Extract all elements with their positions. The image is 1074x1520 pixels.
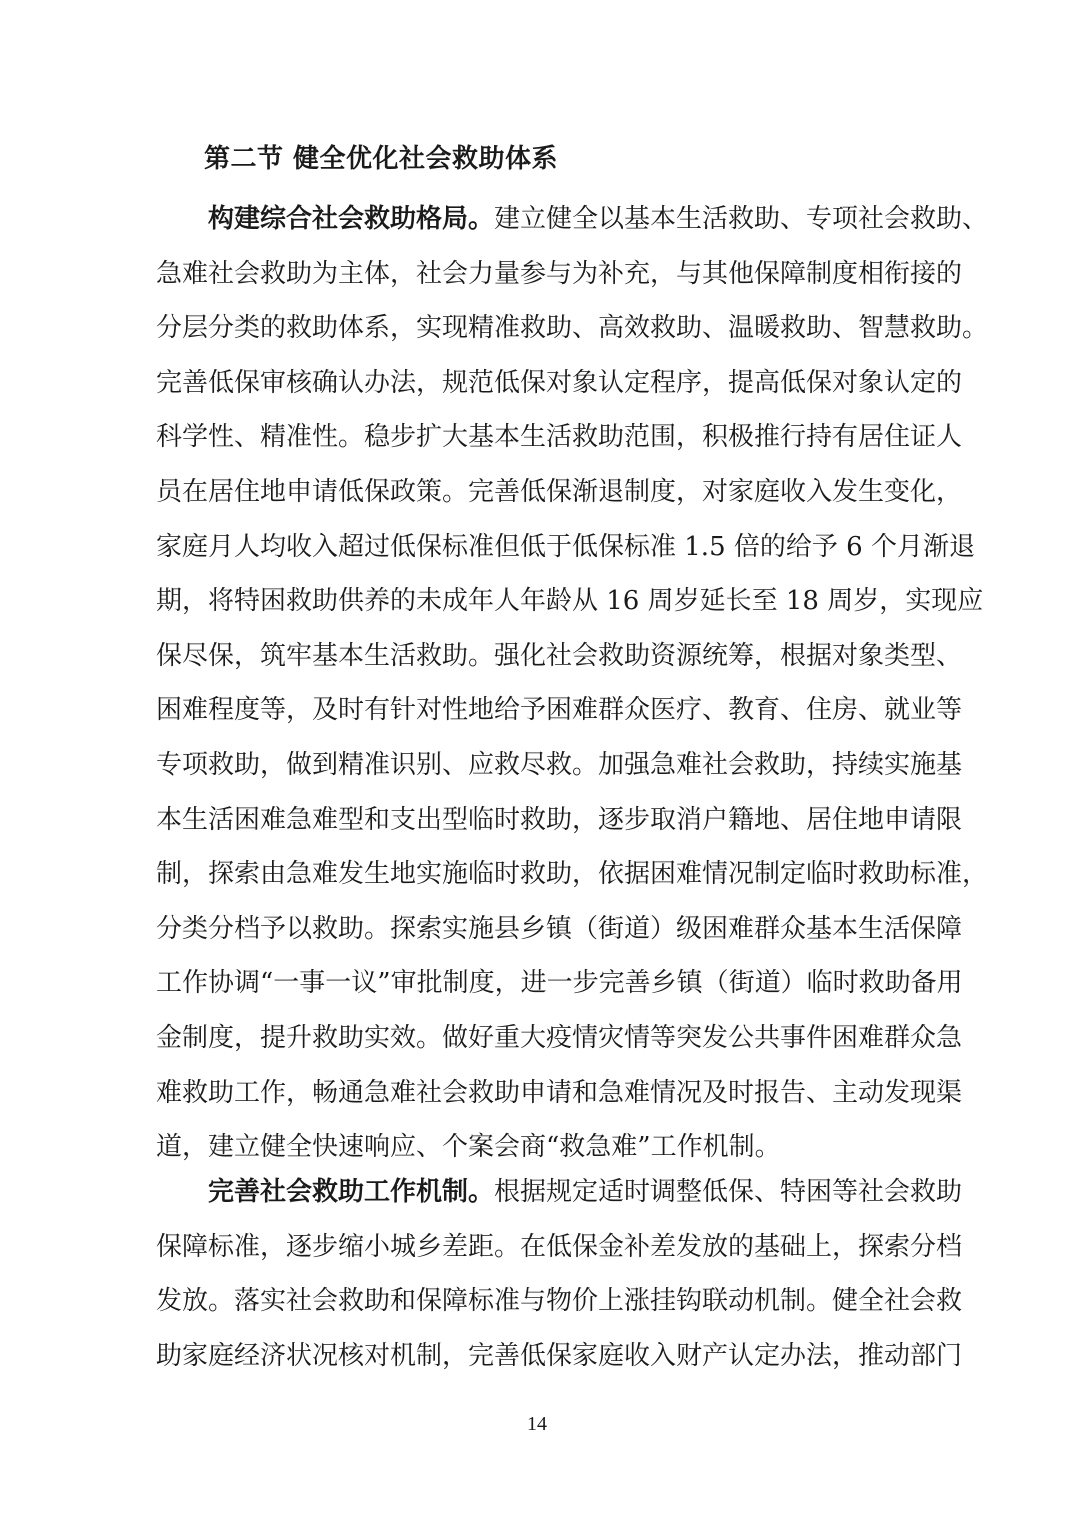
paragraph-line: 家庭月人均收入超过低保标准但低于低保标准 1.5 倍的给予 6 个月渐退 [156,531,975,562]
paragraph-lead: 完善社会救助工作机制。 [208,1177,495,1207]
paragraph-line: 构建综合社会救助格局。建立健全以基本生活救助、专项社会救助、 [208,204,989,234]
paragraph-line: 难救助工作，畅通急难社会救助申请和急难情况及时报告、主动发现渠 [156,1077,963,1108]
paragraph-comprehensive-assistance [156,192,989,1175]
paragraph-line: 制，探索由急难发生地实施临时救助，依据困难情况制定临时救助标准， [156,859,989,890]
paragraph-line: 员在居住地申请低保政策。完善低保渐退制度，对家庭收入发生变化， [156,476,963,507]
paragraph-line: 科学性、精准性。稳步扩大基本生活救助范围，积极推行持有居住证人 [156,422,963,453]
section-heading: 第二节 健全优化社会救助体系 [204,144,559,174]
paragraph-line: 本生活困难急难型和支出型临时救助，逐步取消户籍地、居住地申请限 [156,804,963,835]
paragraph-line: 发放。落实社会救助和保障标准与物价上涨挂钩联动机制。健全社会救 [156,1286,963,1317]
paragraph-line: 保尽保，筑牢基本生活救助。强化社会救助资源统筹，根据对象类型、 [156,640,963,671]
paragraph-line: 困难程度等，及时有针对性地给予困难群众医疗、教育、住房、就业等 [156,695,963,726]
paragraph-line: 分层分类的救助体系，实现精准救助、高效救助、温暖救助、智慧救助。 [156,313,989,344]
paragraph-line: 期，将特困救助供养的未成年人年龄从 16 周岁延长至 18 周岁，实现应 [156,586,984,617]
paragraph-line: 道，建立健全快速响应、个案会商“救急难”工作机制。 [156,1132,781,1163]
paragraph-line: 分类分档予以救助。探索实施县乡镇（街道）级困难群众基本生活保障 [156,913,963,944]
paragraph-line: 完善低保审核确认办法，规范低保对象认定程序，提高低保对象认定的 [156,367,963,398]
paragraph-lead: 构建综合社会救助格局。 [208,204,495,234]
paragraph-line: 工作协调“一事一议”审批制度，进一步完善乡镇（街道）临时救助备用 [156,968,963,999]
paragraph-work-mechanism [156,1165,963,1383]
paragraph-line: 保障标准，逐步缩小城乡差距。在低保金补差发放的基础上，探索分档 [156,1231,963,1262]
paragraph-line: 急难社会救助为主体，社会力量参与为补充，与其他保障制度相衔接的 [156,258,963,289]
paragraph-line: 专项救助，做到精准识别、应救尽救。加强急难社会救助，持续实施基 [156,749,963,780]
paragraph-line: 金制度，提升救助实效。做好重大疫情灾情等突发公共事件困难群众急 [156,1022,963,1053]
page-number: 14 [527,1413,547,1435]
paragraph-line: 完善社会救助工作机制。根据规定适时调整低保、特困等社会救助 [208,1177,963,1207]
paragraph-line: 助家庭经济状况核对机制，完善低保家庭收入财产认定办法，推动部门 [156,1340,963,1371]
